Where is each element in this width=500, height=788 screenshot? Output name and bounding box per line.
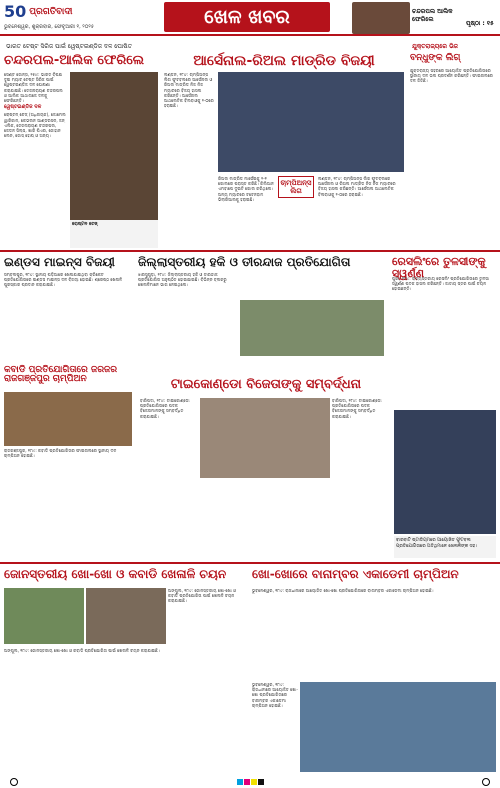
story1-text2: ରୋଷ୍ଟନ୍ ଚେଜ୍ (ଅଧିନାୟକ), ଜୋମେଲ ୱାରିକାନ, କେଭଲନ ଆଣ୍ଡରସନ, ଜନ୍ ଏଲିକ, ତେଜନାରାୟଣ ଚନ୍ଦରପଲ, ଜେଡନ ସିଲ୍ସ, ଖାରି ପିଏର, ଜୋହାନ ଲେନ, ଜୋସ୍‌ ହୋପ୍‌ ଓ ଅନ୍ୟ। xyxy=(4,112,66,139)
page-number: ପୃଷ୍ଠା : ୧୫ xyxy=(466,20,494,27)
registration-mark-icon xyxy=(10,778,18,786)
registration-mark-icon xyxy=(482,778,490,786)
mug-caption: ଚନ୍ଦରପଲ ଆଲିକ ଫେରିଲେ xyxy=(412,8,453,23)
story1-headline: ଚନ୍ଦରପଲ-ଆଲିକ ଫେରିଲେ xyxy=(4,53,145,68)
story9-text2: ଅଙ୍ଗୁଲ, ୧୮ା୯: ଜୋନସ୍ତରୀୟ ଖୋ-ଖୋ ଓ କବାଡି ପ୍ରତିଯୋଗିତା ପାଇଁ ଖେଳାଳି ଚୟନ କରାଯାଇଛି। xyxy=(4,648,160,653)
story2-body-b xyxy=(218,176,276,248)
color-swatches xyxy=(237,779,264,785)
player-mug-photo xyxy=(352,2,410,34)
story9-text: ଅଙ୍ଗୁଲ, ୧୮ା୯: ଜୋନସ୍ତରୀୟ ଖୋ-ଖୋ ଓ କବାଡି ପ୍ରତିଯୋଗିତା ପାଇଁ ଖେଳାଳି ଚୟନ କରାଯାଇଛି। xyxy=(168,588,236,604)
story4-text: ସମ୍ବଲପୁର, ୧୮ା୯: ସ୍ଥାନୀୟ ପଡ଼ିଆରେ ଖେଳାଯାଇଥିବା କ୍ରିକେଟ ପ୍ରତିଯୋଗିତାରେ ଇଣ୍ଡସ ମାଇନ୍ସ ଦଳ ବିଜୟୀ ହୋଇଛି। ଶ୍ରେଷ୍ଠ ଖେଳାଳି ପୁରସ୍କାର ପ୍ରଦାନ କରାଯାଇଛି। xyxy=(4,272,123,288)
story8-text: ବାରିପଦା, ୧୮ା୯: ଟାଇକୋଣ୍ଡୋ ପ୍ରତିଯୋଗିତାରେ ପଦକ ବିଜେତାମାନଙ୍କୁ ସମ୍ବର୍ଦ୍ଧିତ କରାଯାଇଛି। xyxy=(140,398,190,419)
story7-headline: କବାଡି ପ୍ରତିଯୋଗିତାରେ ଜରଜର ରାଜଗଞ୍ଜପୁର ଚାମ୍ପିଅନ xyxy=(4,365,118,385)
story1-subhead: ୱେଷ୍ଟଇଣ୍ଡିଜ ଦଳ xyxy=(4,104,42,111)
ground-photo xyxy=(300,682,496,772)
story10-text2: ଭୁବନେଶ୍ୱର, ୧୮ା୯: ରାଜଧାନୀରେ ଆୟୋଜିତ ଖୋ-ଖୋ ପ୍ରତିଯୋଗିତାରେ ବାନାମ୍ବର ଏକାଡେମୀ ଚାମ୍ପିଅନ ହୋଇଛି। xyxy=(252,682,298,708)
story1-text: ସେଣ୍ଟ ଜୋନ୍ସ, ୨୫ା୯: ଭାରତ ବିପକ୍ଷ ଦୁଇ ମ୍ୟାଚ୍ ଟେଷ୍ଟ ସିରିଜ ପାଇଁ ୱେଷ୍ଟଇଣ୍ଡିଜ ଦଳ ଘୋଷଣା କରାଯାଇଛି। ତେଜନାରାୟଣ ଚନ୍ଦରପଲ ଓ ଆଲିକ ଆଥାନାଜେ ଦଳକୁ ଫେରିଛନ୍ତି। xyxy=(4,72,63,104)
section-rule-1 xyxy=(0,250,500,252)
taekwondo-photo xyxy=(200,398,330,478)
story6-body xyxy=(392,276,496,406)
story2-text3: ଲଣ୍ଡନ, ୧୮ା୯: ଚାମ୍ପିଅନ୍ସ ଲିଗ ଫୁଟବଲରେ ଆର୍ସେନାଲ ଓ ରିଅଲ ମାଡ୍ରିଡ ନିଜ ନିଜ ମ୍ୟାଚରେ ବିଜୟ ହାସଲ କରିଛନ୍ତି। ଆର୍ସେନାଲ ଆଥଲେଟିକ ବିଲବାଓକୁ ୨-୦ରେ ହରାଇଛି। xyxy=(318,176,396,197)
paper-logo xyxy=(4,2,132,22)
story10-body xyxy=(252,588,496,678)
story4-headline: ଇଣ୍ଡସ ମାଇନ୍‌ସ ବିଜୟୀ xyxy=(4,255,115,269)
story2-headline: ଆର୍ସେନାଲ-ରିଅଲ ମାଡ୍ରିଡ ବିଜୟୀ xyxy=(193,53,375,69)
hockey-photo xyxy=(240,300,384,356)
story4-body xyxy=(4,272,130,362)
story6-text: ପୁରୀ, ୧୮ା୯: ରାଜ୍ୟସ୍ତରୀୟ ରେସଲିଂ ପ୍ରତିଯୋଗିତାରେ ତୁଳସୀ ସ୍ୱର୍ଣ୍ଣ ପଦକ ହାସଲ କରିଛନ୍ତି। ଜାତୀୟ ସ୍ତର ପାଇଁ ଚୟନ ହୋଇଛନ୍ତି। xyxy=(392,276,489,292)
player-photo xyxy=(70,72,158,220)
kabaddi-photo xyxy=(4,392,132,446)
story3-body xyxy=(410,68,496,248)
khokho-photo-1 xyxy=(4,588,84,644)
story1-photo-caption xyxy=(70,220,158,248)
story6-headline: ରେସଲିଂରେ ତୁଳସୀଙ୍କୁ ସ୍ୱର୍ଣ୍ଣ xyxy=(392,255,486,280)
story7-body xyxy=(4,448,132,558)
story1-photo-name: ରୋଷ୍ଟନ ଚେଜ୍ xyxy=(72,222,98,227)
story2-body-c xyxy=(318,176,404,248)
story9-body-b xyxy=(4,648,164,772)
right-tag: ଯୁକ୍ତରାଜ୍ୟରେ ଭିଜ xyxy=(412,43,458,50)
story5-headline: ଜିଲ୍ଲାସ୍ତରୀୟ ହକି ଓ ତୀରନ୍ଦାଜ ପ୍ରତିଯୋଗିତା xyxy=(138,255,351,269)
story8-text2: ବାରିପଦା, ୧୮ା୯: ଟାଇକୋଣ୍ଡୋ ପ୍ରତିଯୋଗିତାରେ ପଦକ ବିଜେତାମାନଙ୍କୁ ସମ୍ବର୍ଦ୍ଧିତ କରାଯାଇଛି। xyxy=(332,398,382,419)
football-photo xyxy=(218,72,404,172)
print-footer xyxy=(0,776,500,788)
story10-headline: ଖୋ-ଖୋରେ ବାନାମ୍ବର ଏକାଡେମୀ ଚାମ୍ପିଅନ xyxy=(252,567,459,581)
story2-text: ଲଣ୍ଡନ, ୧୮ା୯: ଚାମ୍ପିଅନ୍ସ ଲିଗ ଫୁଟବଲରେ ଆର୍ସେନାଲ ଓ ରିଅଲ ମାଡ୍ରିଡ ନିଜ ନିଜ ମ୍ୟାଚରେ ବିଜୟ ହାସଲ କରିଛନ୍ତି। ଆର୍ସେନାଲ ଆଥଲେଟିକ ବିଲବାଓକୁ ୨-୦ରେ ହରାଇଛି। xyxy=(164,72,214,109)
logo-number: 50 xyxy=(4,2,27,21)
date-line: ଭୁବନେଶ୍ୱର, ଶୁକ୍ରବାର, ଫେବୃଆରୀ ୧, ୨୦୨୫ xyxy=(4,24,95,30)
story3-headline: ବନ୍ଧୁଙ୍କ ଲିଗ୍‌ xyxy=(410,53,461,63)
paper-name: ପ୍ରଗତିବାଦୀ xyxy=(29,7,73,17)
story7-text: ରାଜଗଞ୍ଜପୁର, ୧୮ା୯: କବାଡି ପ୍ରତିଯୋଗିତାର ଫାଇନାଲରେ ସ୍ଥାନୀୟ ଦଳ ଚାମ୍ପିଅନ ହୋଇଛି। xyxy=(4,448,117,459)
story9-body xyxy=(168,588,246,772)
story10-body-b xyxy=(252,682,298,772)
story9-headline: ଜୋନସ୍ତରୀୟ ଖୋ-ଖୋ ଓ କବାଡି ଖେଳାଳି ଚୟନ xyxy=(4,567,227,581)
section-title: ଖେଳ ଖବର xyxy=(164,2,330,32)
story3-text: ଯୁକ୍ତରାଜ୍ୟ ସହରରେ ଆୟୋଜିତ ପ୍ରତିଯୋଗିତାରେ ସ୍ଥାନୀୟ ଦଳ ଭଲ ପ୍ରଦର୍ଶନ କରିଛନ୍ତି। ଫାଇନାଲରେ ଦଳ ଜିତିଛି। xyxy=(410,68,493,84)
story8-body xyxy=(140,398,198,558)
section-rule-2 xyxy=(0,562,500,564)
champions-league-tag: ଚାମ୍ପିଅନ୍ସ ଲିଗ xyxy=(278,176,314,198)
story1-body xyxy=(4,72,66,248)
story5-body xyxy=(138,272,238,376)
story2-body xyxy=(164,72,216,248)
story10-text: ଭୁବନେଶ୍ୱର, ୧୮ା୯: ରାଜଧାନୀରେ ଆୟୋଜିତ ଖୋ-ଖୋ ପ୍ରତିଯୋଗିତାରେ ବାନାମ୍ବର ଏକାଡେମୀ ଚାମ୍ପିଅନ ହୋଇଛି। xyxy=(252,588,434,593)
stadium-photo xyxy=(394,410,496,534)
stadium-caption: ବାରବାଟି ଷ୍ଟାଡିୟମରେ ଆୟୋଜିତ ଫୁଟବଲ ପ୍ରତିଯୋଗିତାରେ ଅତିଥିମାନେ ଖେଳାଳିଙ୍କ ସହ। xyxy=(394,536,496,558)
khokho-photo-2 xyxy=(86,588,166,644)
top-teaser: ଭାରତ ଟେଷ୍ଟ ସିରିଜ ପାଇଁ ୱେଷ୍ଟଇଣ୍ଡିଜ ଦଳ ଘୋଷିତ xyxy=(6,43,132,50)
story5-text: ଝାରସୁଗୁଡ଼ା, ୧୮ା୯: ଜିଲ୍ଲାସ୍ତରୀୟ ହକି ଓ ତୀରନ୍ଦାଜ ପ୍ରତିଯୋଗିତା ଅନୁଷ୍ଠିତ ହୋଇଯାଇଛି। ବିଭିନ୍ନ ବ୍ଲକରୁ ଖେଳାଳିମାନେ ଭାଗ ନେଇଥିଲେ। xyxy=(138,272,227,288)
story8-body-b xyxy=(332,398,392,558)
story8-headline: ଟାଇକୋଣ୍ଡୋ ବିଜେତାଙ୍କୁ ସମ୍ବର୍ଦ୍ଧନା xyxy=(170,377,362,392)
story2-text2: ରିଅଲ ମାଡ୍ରିଡ ମାର୍ସେଇକୁ ୨-୧ ଗୋଲରେ ପରାସ୍ତ କରିଛି। କିଲିଆନ ଏମବାପେ ଦୁଇଟି ଗୋଲ କରିଥିଲେ। ଅନ୍ୟ ମ୍ୟାଚରେ ଟଟେନହାମ ଭିଲାରିଆଲକୁ ହରାଇଛି। xyxy=(218,176,274,202)
